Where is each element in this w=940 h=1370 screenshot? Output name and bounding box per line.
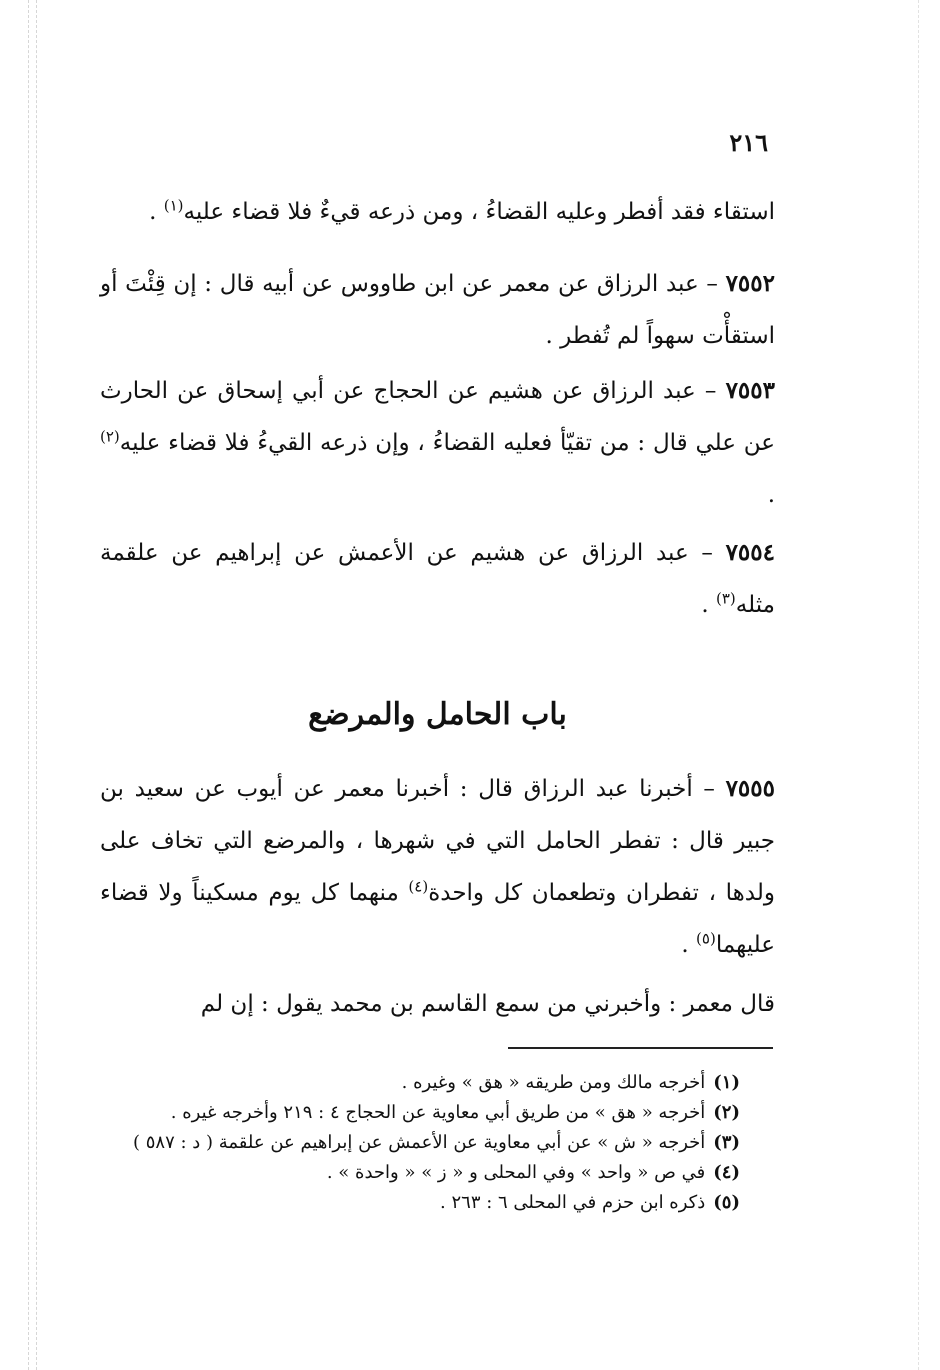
scan-edge-line: [36, 0, 37, 1370]
footnote: [100, 1068, 740, 1098]
footnote-text: أخرجه « هق » من طريق أبي معاوية عن الحجاج ٤ : ٢١٩ وأخرجه غيره .: [170, 1102, 706, 1123]
paragraph-text: استقاء فقد أفطر وعليه القضاءُ ، ومن ذرعه قيءٌ فلا قضاء عليه: [183, 199, 775, 225]
scan-edge-line: [28, 0, 29, 1370]
page-number: ٢١٦: [729, 128, 768, 157]
footnote-number: (٥): [713, 1192, 740, 1213]
footnote: [100, 1158, 740, 1188]
section-title: باب الحامل والمرضع: [308, 697, 567, 732]
paragraph-text: – أخبرنا عبد الرزاق قال : أخبرنا معمر عن أيوب عن سعيد بن جبير قال : تفطر الحامل التي في شهرها ، والمرضع التي تخاف على ولدها ، تفطران وتطعمان كل واحدة: [100, 776, 775, 906]
footnote-reference: (٣): [716, 589, 736, 608]
paragraph-text: – عبد الرزاق عن هشيم عن الحجاج عن أبي إسحاق عن الحارث عن علي قال : من تقيّأ فعليه القضاءُ ، وإن ذرعه القيءُ فلا قضاء عليه: [100, 378, 775, 456]
footnote-reference: (٤): [408, 877, 429, 896]
footnote-number: (٢): [713, 1102, 740, 1123]
scan-edge-line: [918, 0, 919, 1370]
footnote-text: أخرجه « ش » عن أبي معاوية عن الأعمش عن إبراهيم عن علقمة ( د : ٥٨٧ ): [133, 1132, 706, 1153]
footnote-divider: [508, 1047, 773, 1049]
footnote-number: (١): [713, 1072, 740, 1093]
paragraph-end: .: [767, 482, 775, 508]
footnote-reference: (٥): [696, 929, 716, 948]
footnote-text: ذكره ابن حزم في المحلى ٦ : ٢٦٣ .: [440, 1192, 706, 1213]
paragraph-end: .: [681, 932, 697, 958]
hadith-entry-7555: [100, 763, 775, 971]
paragraph-text: – عبد الرزاق عن هشيم عن الأعمش عن إبراهيم عن علقمة مثله: [100, 540, 775, 618]
footnote-text: في ص « واحد » وفي المحلى و « ز » « واحدة » .: [326, 1162, 706, 1183]
hadith-entry-7553: [100, 365, 775, 521]
entry-number: ٧٥٥٣: [725, 377, 775, 404]
hadith-entry-7552: [100, 258, 775, 362]
entry-number: ٧٥٥٥: [725, 775, 775, 802]
footnote-text: أخرجه مالك ومن طريقه « هق » وغيره .: [401, 1072, 706, 1093]
footnote-reference: (٢): [100, 427, 120, 446]
paragraph-end: .: [701, 592, 716, 618]
paragraph-text: قال معمر : وأخبرني من سمع القاسم بن محمد يقول : إن لم: [200, 991, 775, 1017]
paragraph-continued: [100, 978, 775, 1030]
footnote: [100, 1128, 740, 1158]
paragraph-text: – عبد الرزاق عن معمر عن ابن طاووس عن أبيه قال : إن قِئْتَ أو استقأْت سهواً لم تُفطر .: [100, 271, 775, 349]
footnote-number: (٤): [713, 1162, 740, 1183]
entry-number: ٧٥٥٤: [725, 539, 775, 566]
hadith-entry-7554: [100, 527, 775, 631]
footnote-number: (٣): [713, 1132, 740, 1153]
paragraph-end: .: [149, 199, 164, 225]
paragraph-continuation: [100, 186, 775, 238]
paragraph-text: منهما كل يوم مسكيناً ولا قضاء عليهما: [100, 880, 775, 958]
footnote: [100, 1188, 740, 1218]
footnote-reference: (١): [163, 196, 184, 215]
footnote: [100, 1098, 740, 1128]
entry-number: ٧٥٥٢: [725, 270, 775, 297]
footnotes: [100, 1068, 740, 1218]
